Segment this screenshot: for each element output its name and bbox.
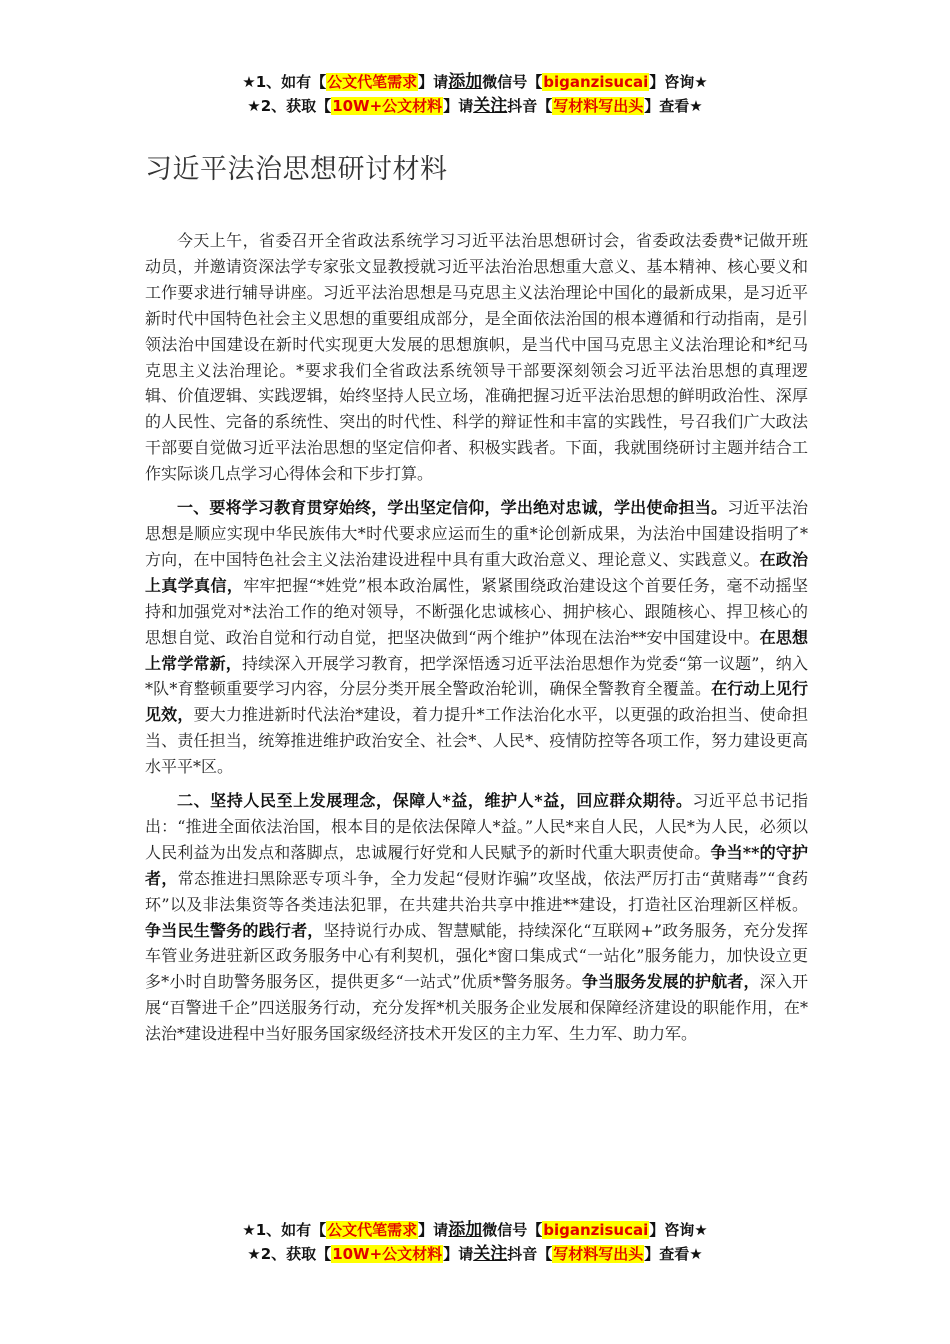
banner-highlight: biganzisucai (543, 1221, 649, 1239)
banner-text: 微信号【 (482, 73, 543, 91)
banner-underline: 关注 (473, 1244, 508, 1264)
paragraph-text: 深入开展“百警进千企”四送服务行动，充分发挥*机关服务企业发展和保障经济建设的职能作用，在*法治*建设进程中当好服务国家级经济技术开发区的主力军、生力军、助力军。 (145, 972, 808, 1044)
section-heading: 二、坚持人民至上发展理念，保障人*益，维护人*益，回应群众期待。 (177, 791, 693, 811)
banner-line-2 (0, 1242, 950, 1266)
banner-line-2 (0, 94, 950, 118)
banner-highlight: 10W+公文材料 (332, 97, 443, 115)
banner-highlight: biganzisucai (543, 73, 649, 91)
banner-line-1 (0, 1218, 950, 1242)
banner-text: 微信号【 (482, 1221, 543, 1239)
paragraph-text: 牢牢把握“*姓党”根本政治属性，紧紧围绕政治建设这个首要任务，毫不动摇坚持和加强党对*法治工作的绝对领导，不断强化忠诚核心、拥护核心、跟随核心、捍卫核心的思想自觉、政治自觉和行动自觉，把坚决做到“两个维护”体现在法治**安中国建设中。 (145, 575, 808, 647)
paragraph-text: 习近平总书记指出：“推进全面依法治国，根本目的是依法保障人*益。”人民*来自人民，人民*为人民，必须以人民利益为出发点和落脚点，忠诚履行好党和人民赋予的新时代重大职责使命。 (145, 791, 808, 862)
banner-text: 抖音【 (507, 97, 553, 115)
banner-underline: 添加 (448, 1220, 483, 1240)
paragraph-text: 持续深入开展学习教育，把学深悟透习近平法治思想作为党委“第一议题”，纳入*队*育整顿重要学习内容，分层分类开展全警政治轮训，确保全警教育全覆盖。 (145, 653, 808, 699)
section-heading: 一、要将学习教育贯穿始终，学出坚定信仰，学出绝对忠诚，学出使命担当。 (177, 498, 728, 518)
bold-lead: 争当**的守护者， (145, 842, 808, 888)
paragraph-text: 要大力推进新时代法治*建设，着力提升*工作法治化水平，以更强的政治担当、使命担当、责任担当，统筹推进维护政治安全、社会*、人民*、疫情防控等各项工作，努力建设更高水平平*区。 (145, 705, 808, 777)
banner-text: ★1、如有【 (242, 73, 327, 91)
banner-highlight: 公文代笔需求 (327, 73, 418, 91)
banner-text: 】请 (443, 97, 474, 115)
banner-highlight: 公文代笔需求 (327, 1221, 418, 1239)
document-title: 习近平法治思想研讨材料 (145, 154, 448, 185)
banner-text: ★2、获取【 (247, 1245, 332, 1263)
top-banner (0, 70, 950, 118)
paragraph-text: 常态推进扫黑除恶专项斗争，全力发起“侵财诈骗”攻坚战，依法严厉打击“黄赌毒”“食药环”以及非法集资等各类违法犯罪，在共建共治共享中推进**建设，打造社区治理新区样板。 (145, 868, 808, 914)
banner-text: 】查看★ (644, 1245, 703, 1263)
paragraph-text: 坚持说行办成、智慧赋能，持续深化“互联网+”政务服务，充分发挥车管业务进驻新区政务服务中心有利契机，强化*窗口集成式“一站化”服务能力，加快设立更多*小时自助警务服务区，提供更多“一站式”优质*警务服务。 (145, 920, 808, 992)
bold-lead: 在行动上见行见效， (145, 679, 808, 725)
banner-text: 】请 (443, 1245, 474, 1263)
paragraph-text: 习近平法治思想是顺应实现中华民族伟大*时代要求应运而生的重*论创新成果，为法治中国建设指明了*方向，在中国特色社会主义法治建设进程中具有重大政治意义、理论意义、实践意义。 (145, 498, 808, 569)
bold-lead: 在政治上真学真信， (145, 549, 808, 595)
banner-text: 】查看★ (644, 97, 703, 115)
banner-highlight: 写材料写出头 (553, 97, 644, 115)
bottom-banner (0, 1218, 950, 1266)
document-body (145, 228, 808, 1055)
banner-line-1 (0, 70, 950, 94)
banner-text: ★2、获取【 (247, 97, 332, 115)
banner-highlight: 10W+公文材料 (332, 1245, 443, 1263)
banner-underline: 关注 (473, 96, 508, 116)
banner-text: 抖音【 (507, 1245, 553, 1263)
banner-text: 】咨询★ (649, 73, 708, 91)
banner-underline: 添加 (448, 72, 483, 92)
banner-text: 】请 (418, 73, 449, 91)
bold-lead: 争当服务发展的护航者， (581, 972, 760, 992)
bold-lead: 争当民生警务的践行者， (145, 920, 324, 940)
paragraph-section-1 (145, 495, 808, 780)
bold-lead: 在思想上常学常新， (145, 627, 808, 673)
paragraph-intro: 今天上午，省委召开全省政法系统学习习近平法治思想研讨会，省委政法委费*记做开班动员，并邀请资深法学专家张文显教授就习近平法治治思想重大意义、基本精神、核心要义和工作要求进行辅导讲座。习近平法治思想是马克思主义法治理论中国化的最新成果，是习近平新时代中国特色社会主义思想的重要组成部分，是全面依法治国的根本遵循和行动指南，是引领法治中国建设在新时代实现更大发展的思想旗帜，是当代中国马克思主义法治理论和*纪马克思主义法治理论。*要求我们全省政法系统领导干部要深刻领会习近平法治思想的真理逻辑、价值逻辑、实践逻辑，始终坚持人民立场，准确把握习近平法治思想的鲜明政治性、深厚的人民性、完备的系统性、突出的时代性、科学的辩证性和丰富的实践性，号召我们广大政法干部要自觉做习近平法治思想的坚定信仰者、积极实践者。下面，我就围绕研讨主题并结合工作实际谈几点学习心得体会和下步打算。 (145, 231, 808, 484)
banner-text: 】请 (418, 1221, 449, 1239)
paragraph-section-2 (145, 788, 808, 1047)
banner-text: ★1、如有【 (242, 1221, 327, 1239)
banner-highlight: 写材料写出头 (553, 1245, 644, 1263)
banner-text: 】咨询★ (649, 1221, 708, 1239)
